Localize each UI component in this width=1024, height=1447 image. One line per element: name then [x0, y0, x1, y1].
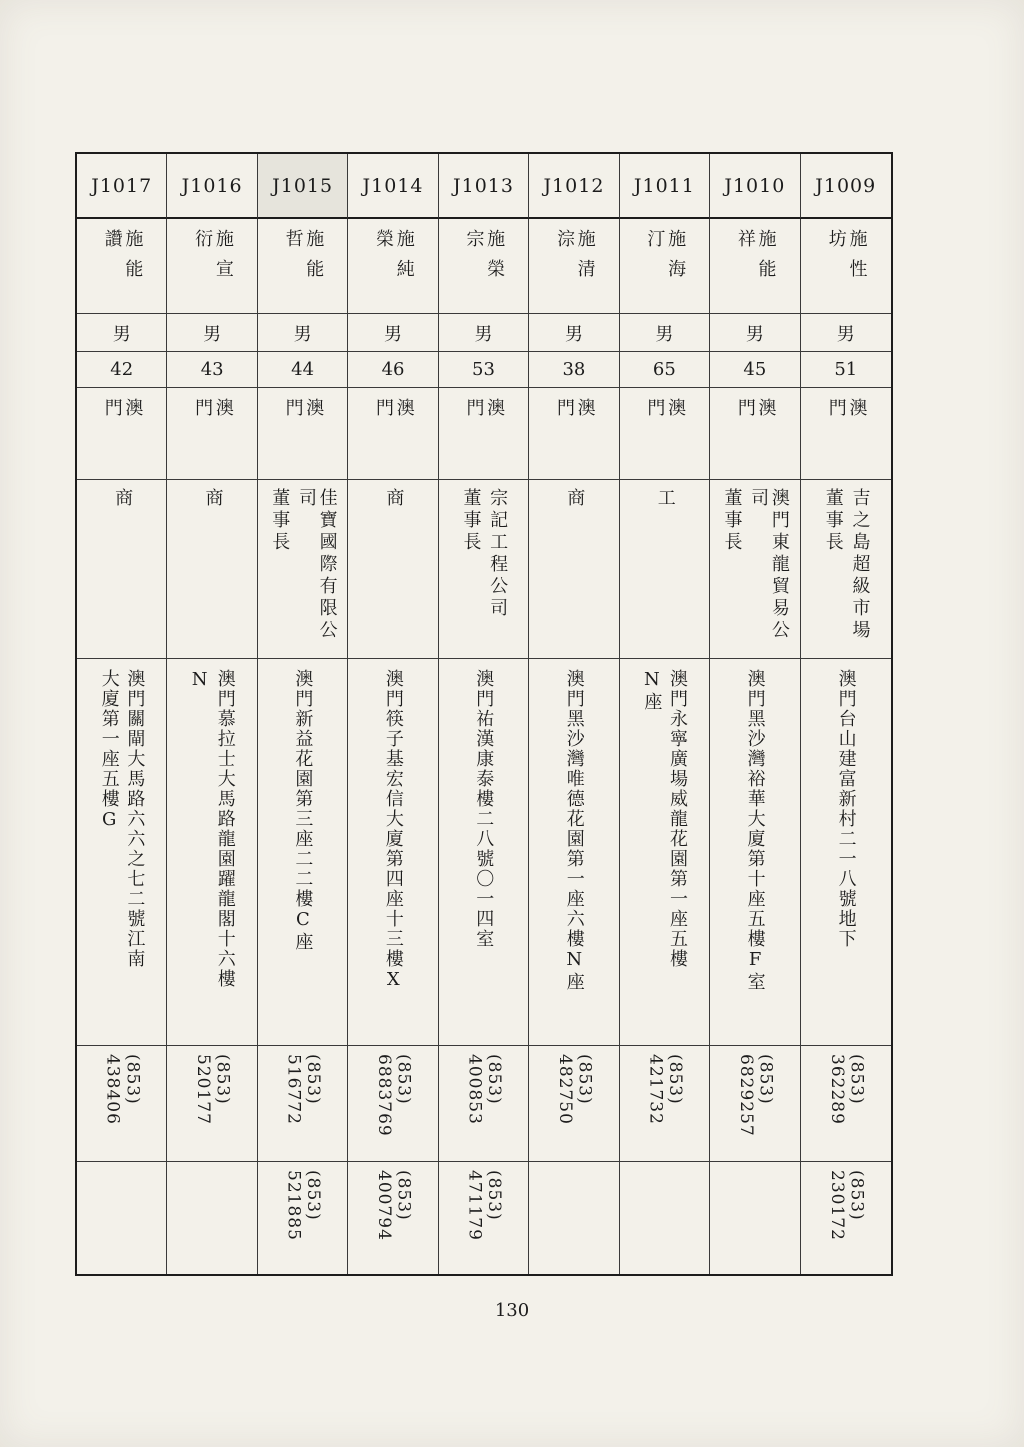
address-value-cell [167, 659, 257, 1046]
occupation-value-line: 工 [654, 488, 676, 510]
sex-value: 男 [167, 314, 257, 352]
sex-value: 男 [439, 314, 529, 352]
person-name: 施能哲 [282, 229, 325, 289]
person-name: 施宣衍 [192, 229, 234, 289]
person-name: 施純榮 [373, 229, 415, 289]
record-id: J1009 [801, 154, 891, 219]
phone-primary: (853) 421732 [645, 1054, 685, 1125]
record-id: J1014 [348, 154, 438, 219]
occupation-value-line: 澳門東龍貿易公司 [748, 488, 790, 642]
record-id: J1015 [258, 154, 348, 219]
address-value-line: 澳門新益花園第三座二二樓C座 [292, 669, 314, 952]
phone-secondary-cell [258, 1162, 348, 1274]
phone-primary-cell [801, 1046, 891, 1162]
occupation-value-cell [529, 480, 619, 659]
phone-primary-cell [258, 1046, 348, 1162]
nationality-value-cell [439, 388, 529, 480]
nationality-value-cell [620, 388, 710, 480]
nationality-value: 澳門 [644, 398, 687, 452]
address-value-line: 澳門關閘大馬路六六之七二號江南 [124, 669, 146, 969]
sex-value: 男 [620, 314, 710, 352]
person-name: 施清淙 [553, 229, 596, 289]
phone-primary: (853) 6883769 [374, 1054, 414, 1137]
sex-value: 男 [77, 314, 167, 352]
sex-value: 男 [710, 314, 800, 352]
phone-secondary: (853) 230172 [826, 1170, 867, 1241]
address-value-line: N [189, 669, 211, 692]
record-id: J1017 [77, 154, 167, 219]
nationality-value: 澳門 [825, 398, 868, 452]
address-value-cell [348, 659, 438, 1046]
phone-secondary-cell [77, 1162, 167, 1274]
nationality-value-cell [710, 388, 800, 480]
occupation-value-line: 商 [383, 488, 405, 510]
sex-value: 男 [801, 314, 891, 352]
record-id: J1010 [710, 154, 800, 219]
address-value-line: 澳門永寧廣場威龍花園第一座五樓 [666, 669, 688, 969]
nationality-value: 澳門 [553, 398, 596, 452]
person-name: 施性坊 [825, 229, 868, 289]
nationality-value-cell [348, 388, 438, 480]
address-value-cell [710, 659, 800, 1046]
age-value: 43 [167, 352, 257, 388]
nationality-value-cell [801, 388, 891, 480]
phone-secondary: (853) 521885 [283, 1170, 324, 1241]
person-name-cell [529, 219, 619, 314]
person-name-cell [439, 219, 529, 314]
address-value-line: 澳門黑沙灣唯德花園第一座六樓N座 [563, 669, 585, 992]
phone-primary: (853) 362289 [826, 1054, 867, 1125]
occupation-value-cell [167, 480, 257, 659]
person-name-cell [77, 219, 167, 314]
phone-primary: (853) 482750 [554, 1054, 595, 1125]
phone-primary-cell [167, 1046, 257, 1162]
member-register-table [75, 152, 893, 1276]
address-value-cell [439, 659, 529, 1046]
record-id: J1016 [167, 154, 257, 219]
person-name-cell [710, 219, 800, 314]
nationality-value: 澳門 [463, 398, 506, 452]
phone-primary: (853) 6829257 [735, 1054, 776, 1137]
address-value-line: 澳門筷子基宏信大廈第四座十三樓X [382, 669, 404, 992]
nationality-value-cell [167, 388, 257, 480]
phone-primary: (853) 520177 [193, 1054, 233, 1125]
occupation-value-cell [439, 480, 529, 659]
sex-value: 男 [348, 314, 438, 352]
page-number: 130 [494, 1300, 530, 1321]
address-value-line: 澳門台山建富新村二一八號地下 [835, 669, 857, 949]
nationality-value: 澳門 [734, 398, 777, 452]
occupation-value-line: 董事長 [822, 488, 844, 554]
occupation-value-cell [620, 480, 710, 659]
occupation-value-line: 董事長 [460, 488, 482, 554]
phone-secondary-cell [439, 1162, 529, 1274]
address-value-cell [620, 659, 710, 1046]
person-name-cell [167, 219, 257, 314]
occupation-value-line: 佳寶國際有限公司 [295, 488, 338, 642]
sex-value: 男 [258, 314, 348, 352]
occupation-value-line: 董事長 [269, 488, 291, 554]
phone-secondary-cell [348, 1162, 438, 1274]
age-value: 51 [801, 352, 891, 388]
person-name-cell [620, 219, 710, 314]
age-value: 46 [348, 352, 438, 388]
occupation-value-cell [710, 480, 800, 659]
address-value-line: 澳門黑沙灣裕華大廈第十座五樓F室 [744, 669, 766, 992]
address-value-cell [529, 659, 619, 1046]
nationality-value-cell [77, 388, 167, 480]
occupation-value-line: 董事長 [721, 488, 743, 554]
age-value: 45 [710, 352, 800, 388]
occupation-value-cell [801, 480, 891, 659]
phone-secondary-cell [710, 1162, 800, 1274]
occupation-value-cell [348, 480, 438, 659]
address-value-line: 澳門慕拉士大馬路龍園躍龍閣十六樓 [214, 669, 236, 989]
person-name: 施能祥 [734, 229, 777, 289]
occupation-value-line: 商 [112, 488, 134, 510]
age-value: 42 [77, 352, 167, 388]
age-value: 44 [258, 352, 348, 388]
nationality-value: 澳門 [282, 398, 325, 452]
phone-secondary-cell [801, 1162, 891, 1274]
nationality-value: 澳門 [192, 398, 234, 452]
age-value: 53 [439, 352, 529, 388]
nationality-value-cell [258, 388, 348, 480]
nationality-value-cell [529, 388, 619, 480]
person-name: 施能讚 [101, 229, 144, 289]
phone-primary: (853) 516772 [283, 1054, 324, 1125]
phone-primary-cell [77, 1046, 167, 1162]
phone-primary-cell [348, 1046, 438, 1162]
person-name-cell [258, 219, 348, 314]
nationality-value: 澳門 [373, 398, 415, 452]
occupation-value-line: 宗記工程公司 [487, 488, 509, 620]
phone-secondary-cell [529, 1162, 619, 1274]
nationality-value: 澳門 [101, 398, 144, 452]
occupation-value-cell [77, 480, 167, 659]
sex-value: 男 [529, 314, 619, 352]
address-value-line: 澳門祐漢康泰樓二八號〇一四室 [473, 669, 495, 949]
person-name-cell [348, 219, 438, 314]
occupation-value-line: 吉之島超級市場 [849, 488, 871, 642]
address-value-cell [258, 659, 348, 1046]
phone-primary-cell [620, 1046, 710, 1162]
phone-primary-cell [439, 1046, 529, 1162]
phone-primary: (853) 400853 [464, 1054, 505, 1125]
record-id: J1012 [529, 154, 619, 219]
person-name: 施榮宗 [463, 229, 506, 289]
address-value-line: N座 [641, 669, 663, 712]
phone-secondary: (853) 400794 [374, 1170, 414, 1241]
phone-secondary-cell [167, 1162, 257, 1274]
phone-primary: (853) 438406 [102, 1054, 143, 1125]
person-name: 施海汀 [644, 229, 687, 289]
address-value-cell [77, 659, 167, 1046]
phone-primary-cell [529, 1046, 619, 1162]
occupation-value-cell [258, 480, 348, 659]
occupation-value-line: 商 [564, 488, 586, 510]
record-id: J1013 [439, 154, 529, 219]
address-value-line: 大廈第一座五樓G [98, 669, 120, 832]
age-value: 38 [529, 352, 619, 388]
record-id: J1011 [620, 154, 710, 219]
occupation-value-line: 商 [202, 488, 224, 510]
person-name-cell [801, 219, 891, 314]
phone-secondary: (853) 471179 [464, 1170, 505, 1241]
address-value-cell [801, 659, 891, 1046]
phone-secondary-cell [620, 1162, 710, 1274]
age-value: 65 [620, 352, 710, 388]
phone-primary-cell [710, 1046, 800, 1162]
